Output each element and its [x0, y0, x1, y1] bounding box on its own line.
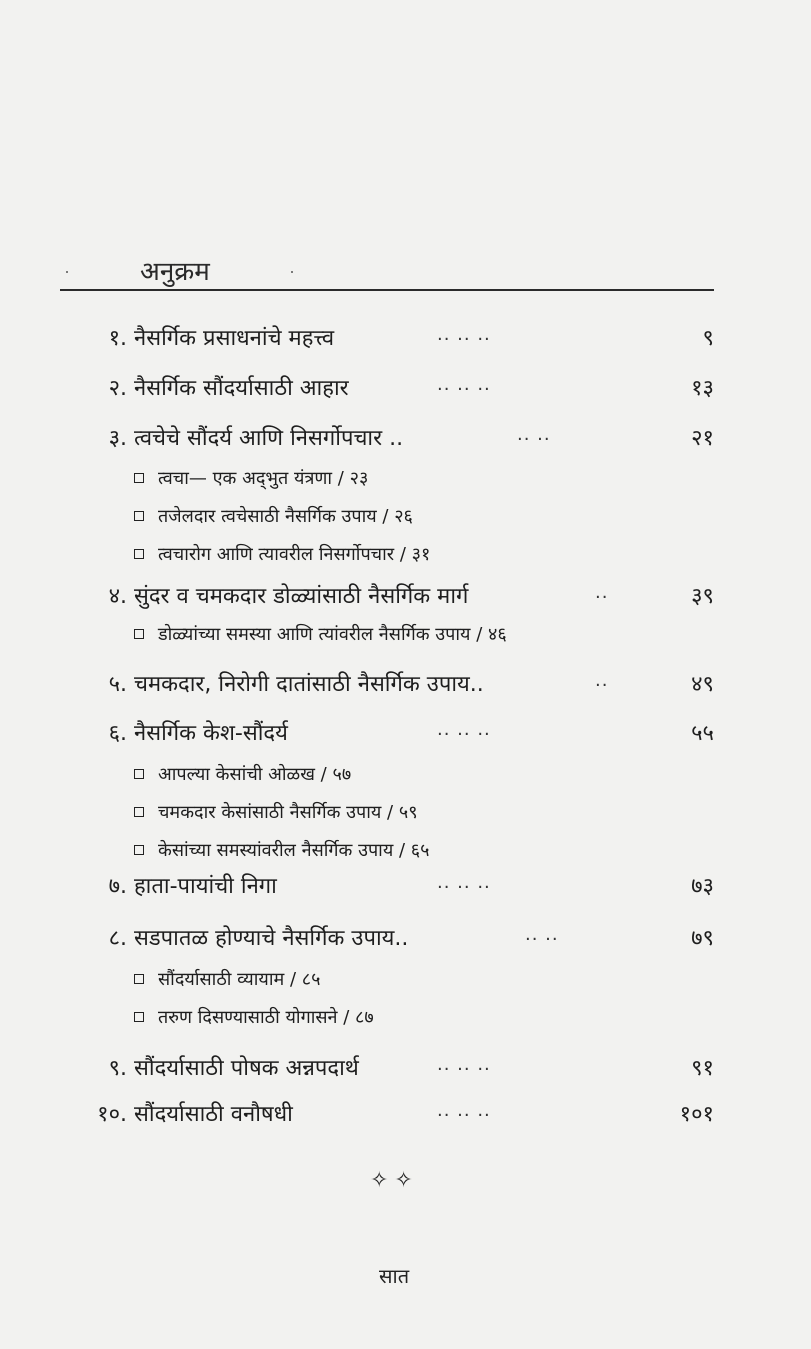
- entry-title: नैसर्गिक केश-सौंदर्य: [134, 721, 288, 746]
- speck: [291, 271, 293, 273]
- toc-entry[interactable]: [0, 870, 811, 910]
- entry-page-number: ५५: [691, 721, 714, 746]
- entry-number: ५.: [108, 672, 127, 697]
- subentry-text: आपल्या केसांची ओळख / ५७: [158, 764, 352, 785]
- subentry-text: सौंदर्यासाठी व्यायाम / ८५: [158, 969, 321, 990]
- leader-dots: .. .. ..: [437, 374, 491, 395]
- leader-dots: .. .. ..: [437, 324, 491, 345]
- entry-page-number: ७३: [691, 874, 714, 899]
- entry-number: १.: [108, 326, 127, 351]
- entry-title: चमकदार, निरोगी दातांसाठी नैसर्गिक उपाय..: [134, 672, 484, 697]
- entry-number: ६.: [108, 721, 127, 746]
- checkbox-square-icon: [134, 807, 144, 817]
- leader-dots: .. .. ..: [437, 872, 491, 893]
- leader-dots: .. ..: [517, 424, 551, 445]
- toc-entry[interactable]: [0, 717, 811, 757]
- entry-page-number: १३: [691, 376, 714, 401]
- subentry-text: तजेलदार त्वचेसाठी नैसर्गिक उपाय / २६: [158, 506, 413, 527]
- entry-page-number: २१: [691, 426, 714, 451]
- entry-title: सौंदर्यासाठी पोषक अन्नपदार्थ: [134, 1056, 359, 1081]
- entry-title: सौंदर्यासाठी वनौषधी: [134, 1102, 293, 1127]
- checkbox-square-icon: [134, 549, 144, 559]
- entry-page-number: ९१: [691, 1056, 714, 1081]
- checkbox-square-icon: [134, 769, 144, 779]
- toc-entry[interactable]: [0, 322, 811, 362]
- subentry-text: चमकदार केसांसाठी नैसर्गिक उपाय / ५९: [158, 802, 418, 823]
- leader-dots: ..: [595, 582, 609, 603]
- entry-title: सुंदर व चमकदार डोळ्यांसाठी नैसर्गिक मार्ग: [134, 584, 469, 609]
- entry-page-number: ४९: [691, 672, 714, 697]
- toc-subentry[interactable]: [134, 967, 321, 991]
- leader-dots: .. ..: [525, 924, 559, 945]
- leader-dots: .. .. ..: [437, 1054, 491, 1075]
- checkbox-square-icon: [134, 974, 144, 984]
- subentry-text: त्वचा— एक अद्‌भुत यंत्रणा / २३: [158, 468, 369, 489]
- checkbox-square-icon: [134, 845, 144, 855]
- toc-subentry[interactable]: [134, 1005, 374, 1029]
- toc-entry[interactable]: [0, 1052, 811, 1092]
- leader-dots: .. .. ..: [437, 1100, 491, 1121]
- subentry-text: त्वचारोग आणि त्यावरील निसर्गोपचार / ३१: [158, 544, 431, 565]
- entry-title: सडपातळ होण्याचे नैसर्गिक उपाय..: [134, 926, 409, 951]
- checkbox-square-icon: [134, 1012, 144, 1022]
- entry-page-number: ७९: [691, 926, 714, 951]
- toc-entry[interactable]: [0, 668, 811, 708]
- toc-subentry[interactable]: [134, 466, 368, 490]
- toc-subentry[interactable]: [134, 762, 351, 786]
- toc-entry[interactable]: [0, 422, 811, 462]
- speck: [66, 271, 68, 273]
- entry-title: हाता-पायांची निगा: [134, 874, 277, 899]
- subentry-text: केसांच्या समस्यांवरील नैसर्गिक उपाय / ६५: [158, 840, 430, 861]
- page-heading: अनुक्रम: [140, 257, 210, 287]
- checkbox-square-icon: [134, 629, 144, 639]
- entry-title: नैसर्गिक सौंदर्यासाठी आहार: [134, 376, 349, 401]
- toc-subentry[interactable]: [134, 542, 430, 566]
- toc-entry[interactable]: [0, 580, 811, 620]
- entry-page-number: ९: [702, 326, 714, 351]
- entry-number: १०.: [97, 1102, 127, 1127]
- leader-dots: ..: [595, 670, 609, 691]
- checkbox-square-icon: [134, 473, 144, 483]
- toc-entry[interactable]: [0, 922, 811, 962]
- subentry-text: डोळ्यांच्या समस्या आणि त्यांवरील नैसर्गिक उपाय / ४६: [158, 624, 507, 645]
- entry-number: २.: [108, 376, 127, 401]
- checkbox-square-icon: [134, 511, 144, 521]
- entry-number: ९.: [108, 1056, 127, 1081]
- entry-page-number: १०१: [679, 1102, 714, 1127]
- toc-subentry[interactable]: [134, 800, 418, 824]
- entry-number: ४.: [108, 584, 127, 609]
- toc-subentry[interactable]: [134, 838, 430, 862]
- toc-subentry[interactable]: [134, 622, 507, 646]
- toc-subentry[interactable]: [134, 504, 413, 528]
- entry-title: त्वचेचे सौंदर्य आणि निसर्गोपचार ..: [134, 426, 404, 451]
- entry-number: ३.: [108, 426, 127, 451]
- ornament-icon: ✧✧: [370, 1168, 419, 1193]
- entry-page-number: ३९: [691, 584, 714, 609]
- entry-number: ८.: [108, 926, 127, 951]
- toc-entry[interactable]: [0, 1098, 811, 1138]
- page-folio: सात: [379, 1264, 410, 1288]
- leader-dots: .. .. ..: [437, 719, 491, 740]
- subentry-text: तरुण दिसण्यासाठी योगासने / ८७: [158, 1007, 374, 1028]
- toc-entry[interactable]: [0, 372, 811, 412]
- entry-title: नैसर्गिक प्रसाधनांचे महत्त्व: [134, 326, 335, 351]
- entry-number: ७.: [108, 874, 127, 899]
